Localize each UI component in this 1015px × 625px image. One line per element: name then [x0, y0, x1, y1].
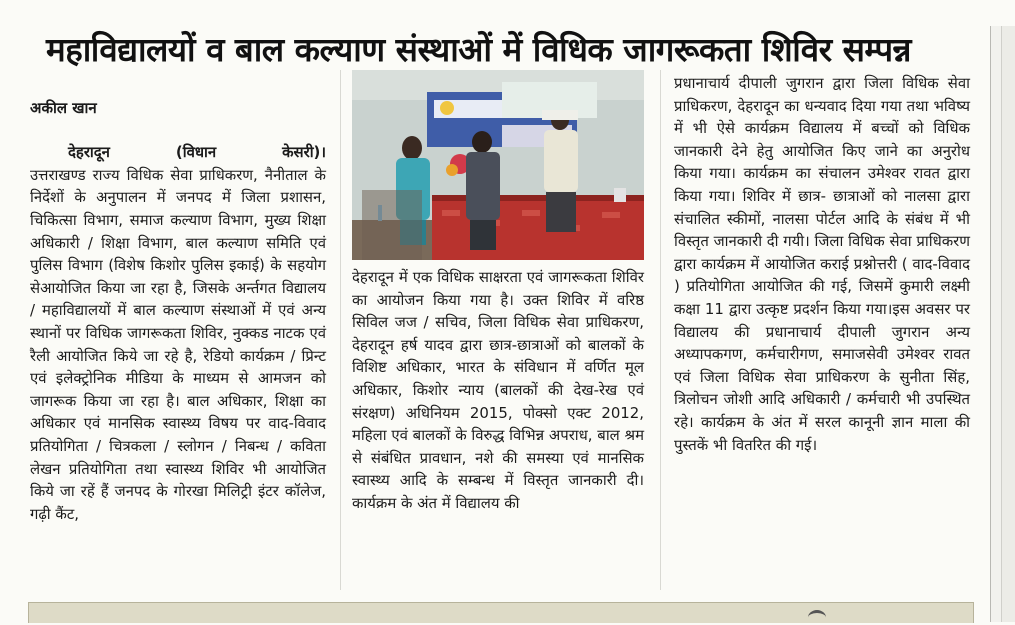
headline: महाविद्यालयों व बाल कल्याण संस्थाओं में विधिक जागरूकता शिविर सम्पन्न	[46, 30, 911, 69]
dateline: देहरादून (विधान केसरी)।	[68, 143, 326, 162]
column-1-body: उत्तराखण्ड राज्य विधिक सेवा प्राधिकरण, नैनीताल के निर्देशों के अनुपालन में जनपद में जिला प्रशासन, चिकित्सा विभाग, समाज कल्याण विभाग, मुख्य शिक्षा अधिकारी / शिक्षा विभाग, बाल कल्याण समिति एवं पुलिस विभाग (विशेष किशोर पुलिस इकाई) के सहयोग सेआयोजित किया जा रहा है, जिसके अर्न्तगत विद्यालय / महाविद्यालयों में बाल कल्याण संस्थाओं में एवं अन्य स्थानों पर विधिक जागरूकता शिविर, नुक्कड नाटक एवं रैली आयोजित किये जा रहे है, रेडियो कार्यक्रम / प्रिन्ट एवं इलेक्ट्रोनिक मीडिया के माध्यम से आमजन को जागरूक किया जा रहा है। बाल अधिकार, शिक्षा का अधिकार एवं मानसिक स्वास्थ्य विषय पर वाद-विवाद प्रतियोगिता / चित्रकला / स्लोगन / निबन्ध / कविता लेखन प्रतियोगिता तथा स्वास्थ्य शिविर भी आयोजित किये जा रहें हैं जनपद के गोरखा मिलिट्री इंटर कॉलेज, गढ़ी कैंट,	[30, 165, 326, 523]
article-column-1	[30, 74, 326, 548]
clipped-previous-article	[0, 0, 1015, 10]
event-photo	[352, 70, 644, 260]
article-column-2: देहरादून में एक विधिक साक्षरता एवं जागरूकता शिविर का आयोजन किया गया है। उक्त शिविर में वरिष्ठ सिविल जज / सचिव, जिला विधिक सेवा प्राधिकरण, देहरादून हर्ष यादव द्वारा छात्र-छात्राओं को बालकों के विशिष्ट अधिकार, भारत के संविधान में वर्णित मूल अधिकार, किशोर न्याय (बालकों की देख-रेख एवं संरक्षण) अधिनियम 2015, पोक्सो एक्ट 2012, महिला एवं बालकों के विरुद्ध विभिन्न अपराध, बाल श्रम से संबंधित प्रावधान, नशे की समस्या एवं मानसिक स्वास्थ्य आदि के सम्बन्ध में विस्तृत जानकारी दी। कार्यक्रम के अंत में विद्यालय की	[352, 268, 644, 512]
column-divider	[340, 70, 341, 590]
column-divider	[660, 70, 661, 590]
adjacent-column-edge	[990, 26, 1015, 622]
next-article-glyph	[808, 610, 826, 625]
article-column-3: प्रधानाचार्य दीपाली जुगरान द्वारा जिला विधिक सेवा प्राधिकरण, देहरादून का धन्यवाद दिया गया तथा भविष्य में भी ऐसे कार्यक्रम विद्यालय में बच्चों को विधिक जानकारी देने हेतु आयोजित किए जाने का अनुरोध किया गया। कार्यक्रम का संचालन उमेश्वर रावत द्वारा किया गया। शिविर में छात्र- छात्राओं को नालसा द्वारा संचालित स्कीमों, नालसा पोर्टल आदि के संबंध में भी विस्तृत जानकारी दी गयी। जिला विधिक सेवा प्राधिकरण द्वारा कार्यक्रम में आयोजित कराई प्रश्नोत्तरी ( वाद-विवाद ) प्रतियोगिता आयोजित की गई, जिसमें कुमारी लक्ष्मी कक्षा 11 द्वारा उत्कृष्ट प्रदर्शन किया गया।इस अवसर पर विद्यालय की प्रधानाचार्य दीपाली जुगरान अन्य अध्यापकगण, कर्मचारीगण, समाजसेवी उमेश्वर रावत एवं जिला विधिक सेवा प्राधिकरण के सुनीता सिंह, त्रिलोचन जोशी आदि अधिकारी / कर्मचारी भी उपस्थित रहे। कार्यक्रम के अंत में सरल कानूनी ज्ञान माला की पुस्तकें भी वितरित की गई।	[674, 74, 971, 454]
byline: अकील खान	[30, 98, 97, 117]
next-article-box	[28, 602, 974, 623]
